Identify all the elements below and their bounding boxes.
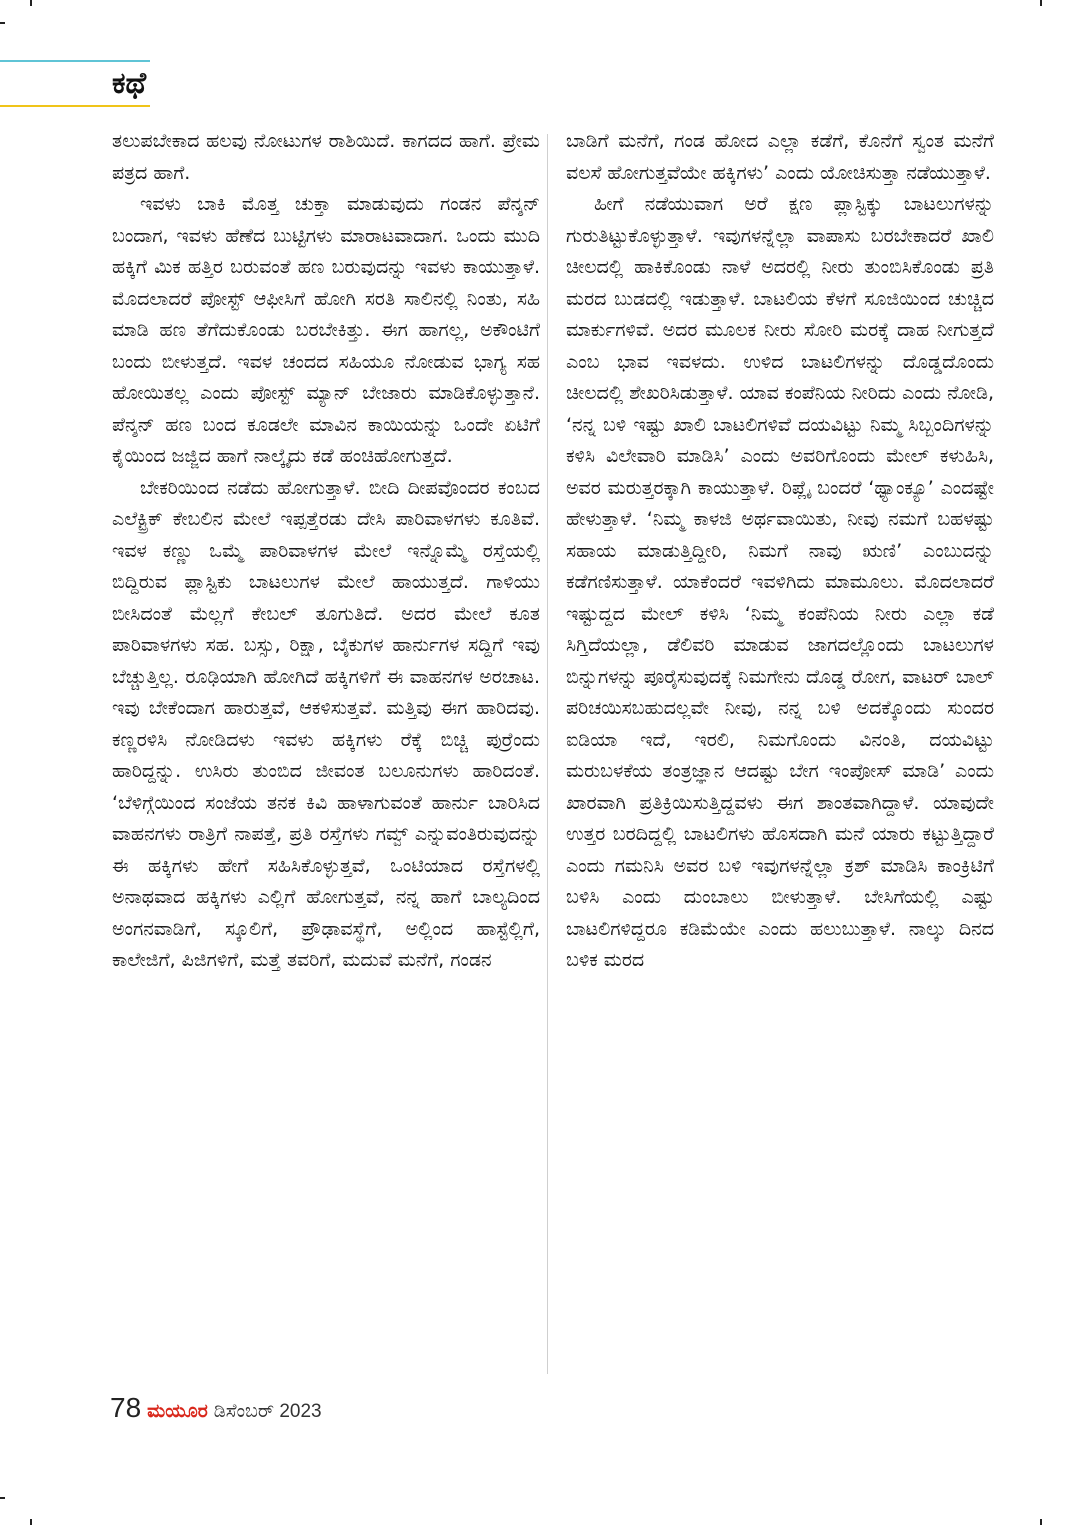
paragraph: ಹೀಗೆ ನಡೆಯುವಾಗ ಅರೆ ಕ್ಷಣ ಪ್ಲಾಸ್ಟಿಕ್ಕು ಬಾಟಲುಗಳನ್ನು ಗುರುತಿಟ್ಟುಕೊಳ್ಳುತ್ತಾಳೆ. ಇವುಗಳನ್ನೆಲ್ಲಾ ವಾಪಾಸು ಬರಬೇಕಾದರೆ ಖಾಲಿ ಚೀಲದಲ್ಲಿ ಹಾಕಿಕೊಂಡು ನಾಳೆ ಅದರಲ್ಲಿ ನೀರು ತುಂಬಿಸಿಕೊಂಡು ಪ್ರತಿ ಮರದ ಬುಡದಲ್ಲಿ ಇಡುತ್ತಾಳೆ. ಬಾಟಲಿಯ ಕೆಳಗೆ ಸೂಜಿಯಿಂದ ಚುಚ್ಚಿದ ಮಾರ್ಕುಗಳಿವೆ. ಅದರ ಮೂಲಕ ನೀರು ಸೋರಿ ಮರಕ್ಕೆ ದಾಹ ನೀಗುತ್ತದೆ ಎಂಬ ಭಾವ ಇವಳದು. ಉಳಿದ ಬಾಟಲಿಗಳನ್ನು ದೊಡ್ಡದೊಂದು ಚೀಲದಲ್ಲಿ ಶೇಖರಿಸಿಡುತ್ತಾಳೆ. ಯಾವ ಕಂಪೆನಿಯ ನೀರಿದು ಎಂದು ನೋಡಿ, ‘ನನ್ನ ಬಳಿ ಇಷ್ಟು ಖಾಲಿ ಬಾಟಲಿಗಳಿವೆ ದಯವಿಟ್ಟು ನಿಮ್ಮ ಸಿಬ್ಬಂದಿಗಳನ್ನು ಕಳಿಸಿ ವಿಲೇವಾರಿ ಮಾಡಿಸಿ’ ಎಂದು ಅವರಿಗೊಂದು ಮೇಲ್ ಕಳುಹಿಸಿ, ಅವರ ಮರುತ್ತರಕ್ಕಾಗಿ ಕಾಯುತ್ತಾಳೆ. ರಿಪ್ಲೈ ಬಂದರೆ ‘ಥ್ಯಾಂಕ್ಯೂ’ ಎಂದಷ್ಟೇ ಹೇಳುತ್ತಾಳೆ. ‘ನಿಮ್ಮ ಕಾಳಜಿ ಅರ್ಥವಾಯಿತು, ನೀವು ನಮಗೆ ಬಹಳಷ್ಟು ಸಹಾಯ ಮಾಡುತ್ತಿದ್ದೀರಿ, ನಿಮಗೆ ನಾವು ಋಣಿ’ ಎಂಬುದನ್ನು ಕಡೆಗಣಿಸುತ್ತಾಳೆ. ಯಾಕೆಂದರೆ ಇವಳಿಗಿದು ಮಾಮೂಲು. ಮೊದಲಾದರೆ ಇಷ್ಟುದ್ದದ ಮೇಲ್ ಕಳಿಸಿ ‘ನಿಮ್ಮ ಕಂಪೆನಿಯ ನೀರು ಎಲ್ಲಾ ಕಡೆ ಸಿಗ್ತಿದೆಯಲ್ಲಾ, ಡೆಲಿವರಿ ಮಾಡುವ ಜಾಗದಲ್ಲೊಂದು ಬಾಟಲುಗಳ ಬಿನ್ನುಗಳನ್ನು ಪೂರೈಸುವುದಕ್ಕೆ ನಿಮಗೇನು ದೊಡ್ಡ ರೋಗ, ವಾಟರ್ ಬಾಲ್ ಪರಿಚಯಿಸಬಹುದಲ್ಲವೇ ನೀವು, ನನ್ನ ಬಳಿ ಅದಕ್ಕೊಂದು ಸುಂದರ ಐಡಿಯಾ ಇದೆ, ಇರಲಿ, ನಿಮಗೊಂದು ವಿನಂತಿ, ದಯವಿಟ್ಟು ಮರುಬಳಕೆಯ ತಂತ್ರಜ್ಞಾನ ಆದಷ್ಟು ಬೇಗ ಇಂಪೋಸ್ ಮಾಡಿ’ ಎಂದು ಖಾರವಾಗಿ ಪ್ರತಿಕ್ರಿಯಿಸುತ್ತಿದ್ದವಳು ಈಗ ಶಾಂತವಾಗಿದ್ದಾಳೆ. ಯಾವುದೇ ಉತ್ತರ ಬರದಿದ್ದಲ್ಲಿ ಬಾಟಲಿಗಳು ಹೊಸದಾಗಿ ಮನೆ ಯಾರು ಕಟ್ಟುತ್ತಿದ್ದಾರೆ ಎಂದು ಗಮನಿಸಿ ಅವರ ಬಳಿ ಇವುಗಳನ್ನೆಲ್ಲಾ ಕ್ರಶ್ ಮಾಡಿಸಿ ಕಾಂಕ್ರಿಟಿಗೆ ಬಳಿಸಿ ಎಂದು ದುಂಬಾಲು ಬೀಳುತ್ತಾಳೆ. ಬೇಸಿಗೆಯಲ್ಲಿ ಎಷ್ಟು ಬಾಟಲಿಗಳಿದ್ದರೂ ಕಡಿಮೆಯೇ ಎಂದು ಹಲುಬುತ್ತಾಳೆ. ನಾಲ್ಕು ದಿನದ ಬಳಿಕ ಮರದ: [566, 193, 994, 971]
crop-mark: [1040, 1519, 1042, 1525]
magazine-logo: ಮಯೂರ: [147, 1400, 208, 1422]
paragraph: ಇವಳು ಬಾಕಿ ಮೊತ್ತ ಚುಕ್ತಾ ಮಾಡುವುದು ಗಂಡನ ಪೆನ್ಶನ್ ಬಂದಾಗ, ಇವಳು ಹೆಣೆದ ಬುಟ್ಟಿಗಳು ಮಾರಾಟವಾದಾಗ. ಒಂದು ಮುದಿ ಹಕ್ಕಿಗೆ ಮಿಕ ಹತ್ತಿರ ಬರುವಂತೆ ಹಣ ಬರುವುದನ್ನು ಇವಳು ಕಾಯುತ್ತಾಳೆ. ಮೊದಲಾದರೆ ಪೋಸ್ಟ್ ಆಫೀಸಿಗೆ ಹೋಗಿ ಸರತಿ ಸಾಲಿನಲ್ಲಿ ನಿಂತು, ಸಹಿ ಮಾಡಿ ಹಣ ತೆಗೆದುಕೊಂಡು ಬರಬೇಕಿತ್ತು. ಈಗ ಹಾಗಲ್ಲ, ಅಕೌಂಟಿಗೆ ಬಂದು ಬೀಳುತ್ತದೆ. ಇವಳ ಚಂದದ ಸಹಿಯೂ ನೋಡುವ ಭಾಗ್ಯ ಸಹ ಹೋಯಿತಲ್ಲ ಎಂದು ಪೋಸ್ಟ್ ಮ್ಯಾನ್ ಬೇಜಾರು ಮಾಡಿಕೊಳ್ಳುತ್ತಾನೆ. ಪೆನ್ಶನ್ ಹಣ ಬಂದ ಕೂಡಲೇ ಮಾವಿನ ಕಾಯಿಯನ್ನು ಒಂದೇ ಏಟಿಗೆ ಕೈಯಿಂದ ಜಜ್ಜಿದ ಹಾಗೆ ನಾಲ್ಕೈದು ಕಡೆ ಹಂಚಿಹೋಗುತ್ತದೆ.: [112, 193, 540, 467]
page-number: 78: [110, 1392, 142, 1423]
crop-mark: [30, 0, 32, 6]
article-column-right: [566, 126, 994, 977]
paragraph: ಬೇಕರಿಯಿಂದ ನಡೆದು ಹೋಗುತ್ತಾಳೆ. ಬೀದಿ ದೀಪವೊಂದರ ಕಂಬದ ಎಲೆಕ್ಟ್ರಿಕ್ ಕೇಬಲಿನ ಮೇಲೆ ಇಪ್ಪತ್ತೆರಡು ದೇಸಿ ಪಾರಿವಾಳಗಳು ಕೂತಿವೆ. ಇವಳ ಕಣ್ಣು ಒಮ್ಮೆ ಪಾರಿವಾಳಗಳ ಮೇಲೆ ಇನ್ನೊಮ್ಮೆ ರಸ್ತೆಯಲ್ಲಿ ಬಿದ್ದಿರುವ ಪ್ಲಾಸ್ಟಿಕು ಬಾಟಲುಗಳ ಮೇಲೆ ಹಾಯುತ್ತದೆ. ಗಾಳಿಯು ಬೀಸಿದಂತೆ ಮೆಲ್ಲಗೆ ಕೇಬಲ್ ತೂಗುತಿದೆ. ಅದರ ಮೇಲೆ ಕೂತ ಪಾರಿವಾಳಗಳು ಸಹ. ಬಸ್ಸು, ರಿಕ್ಷಾ, ಬೈಕುಗಳ ಹಾರ್ನುಗಳ ಸದ್ದಿಗೆ ಇವು ಬೆಚ್ಚುತ್ತಿಲ್ಲ. ರೂಢಿಯಾಗಿ ಹೋಗಿದೆ ಹಕ್ಕಿಗಳಿಗೆ ಈ ವಾಹನಗಳ ಅರಚಾಟ. ಇವು ಬೇಕೆಂದಾಗ ಹಾರುತ್ತವೆ, ಆಕಳಿಸುತ್ತವೆ. ಮತ್ತಿವು ಈಗ ಹಾರಿದವು. ಕಣ್ಣರಳಿಸಿ ನೋಡಿದಳು ಇವಳು ಹಕ್ಕಿಗಳು ರೆಕ್ಕೆ ಬಿಚ್ಚಿ ಪುರ್ರೆಂದು ಹಾರಿದ್ದನ್ನು. ಉಸಿರು ತುಂಬಿದ ಜೀವಂತ ಬಲೂನುಗಳು ಹಾರಿದಂತೆ. ‘ಬೆಳಿಗ್ಗೆಯಿಂದ ಸಂಜೆಯ ತನಕ ಕಿವಿ ಹಾಳಾಗುವಂತೆ ಹಾರ್ನು ಬಾರಿಸಿದ ವಾಹನಗಳು ರಾತ್ರಿಗೆ ನಾಪತ್ತೆ, ಪ್ರತಿ ರಸ್ತೆಗಳು ಗವ್ವ್ ಎನ್ನುವಂತಿರುವುದನ್ನು ಈ ಹಕ್ಕಿಗಳು ಹೇಗೆ ಸಹಿಸಿಕೊಳ್ಳುತ್ತವೆ, ಒಂಟಿಯಾದ ರಸ್ತೆಗಳಲ್ಲಿ ಅನಾಥವಾದ ಹಕ್ಕಿಗಳು ಎಲ್ಲಿಗೆ ಹೋಗುತ್ತವೆ, ನನ್ನ ಹಾಗೆ ಬಾಲ್ಯದಿಂದ ಅಂಗನವಾಡಿಗೆ, ಸ್ಕೂಲಿಗೆ, ಪ್ರೌಢಾವಸ್ಥೆಗೆ, ಅಲ್ಲಿಂದ ಹಾಸ್ಟೆಲ್ಲಿಗೆ, ಕಾಲೇಜಿಗೆ, ಪಿಜಿಗಳಿಗೆ, ಮತ್ತೆ ತವರಿಗೆ, ಮದುವೆ ಮನೆಗೆ, ಗಂಡನ: [112, 476, 540, 971]
article-column-left: [112, 126, 540, 977]
issue-date: ಡಿಸೆಂಬರ್ 2023: [213, 1401, 322, 1422]
page-footer: [110, 1392, 322, 1432]
paragraph: ತಲುಪಬೇಕಾದ ಹಲವು ನೋಟುಗಳ ರಾಶಿಯಿದೆ. ಕಾಗದದ ಹಾಗೆ. ಪ್ರೇಮ ಪತ್ರದ ಹಾಗೆ.: [112, 130, 540, 184]
column-divider: [547, 134, 548, 1374]
crop-mark: [0, 1497, 5, 1499]
crop-mark: [1040, 0, 1042, 6]
section-rule-top: [0, 60, 150, 62]
section-title: ಕಥೆ: [112, 66, 147, 101]
section-rule-bottom: [0, 105, 150, 107]
crop-mark: [0, 22, 5, 24]
crop-mark: [30, 1519, 32, 1525]
paragraph: ಬಾಡಿಗೆ ಮನೆಗೆ, ಗಂಡ ಹೋದ ಎಲ್ಲಾ ಕಡೆಗೆ, ಕೊನೆಗೆ ಸ್ವಂತ ಮನೆಗೆ ವಲಸೆ ಹೋಗುತ್ತವೆಯೇ ಹಕ್ಕಿಗಳು’ ಎಂದು ಯೋಚಿಸುತ್ತಾ ನಡೆಯುತ್ತಾಳೆ.: [566, 130, 994, 184]
